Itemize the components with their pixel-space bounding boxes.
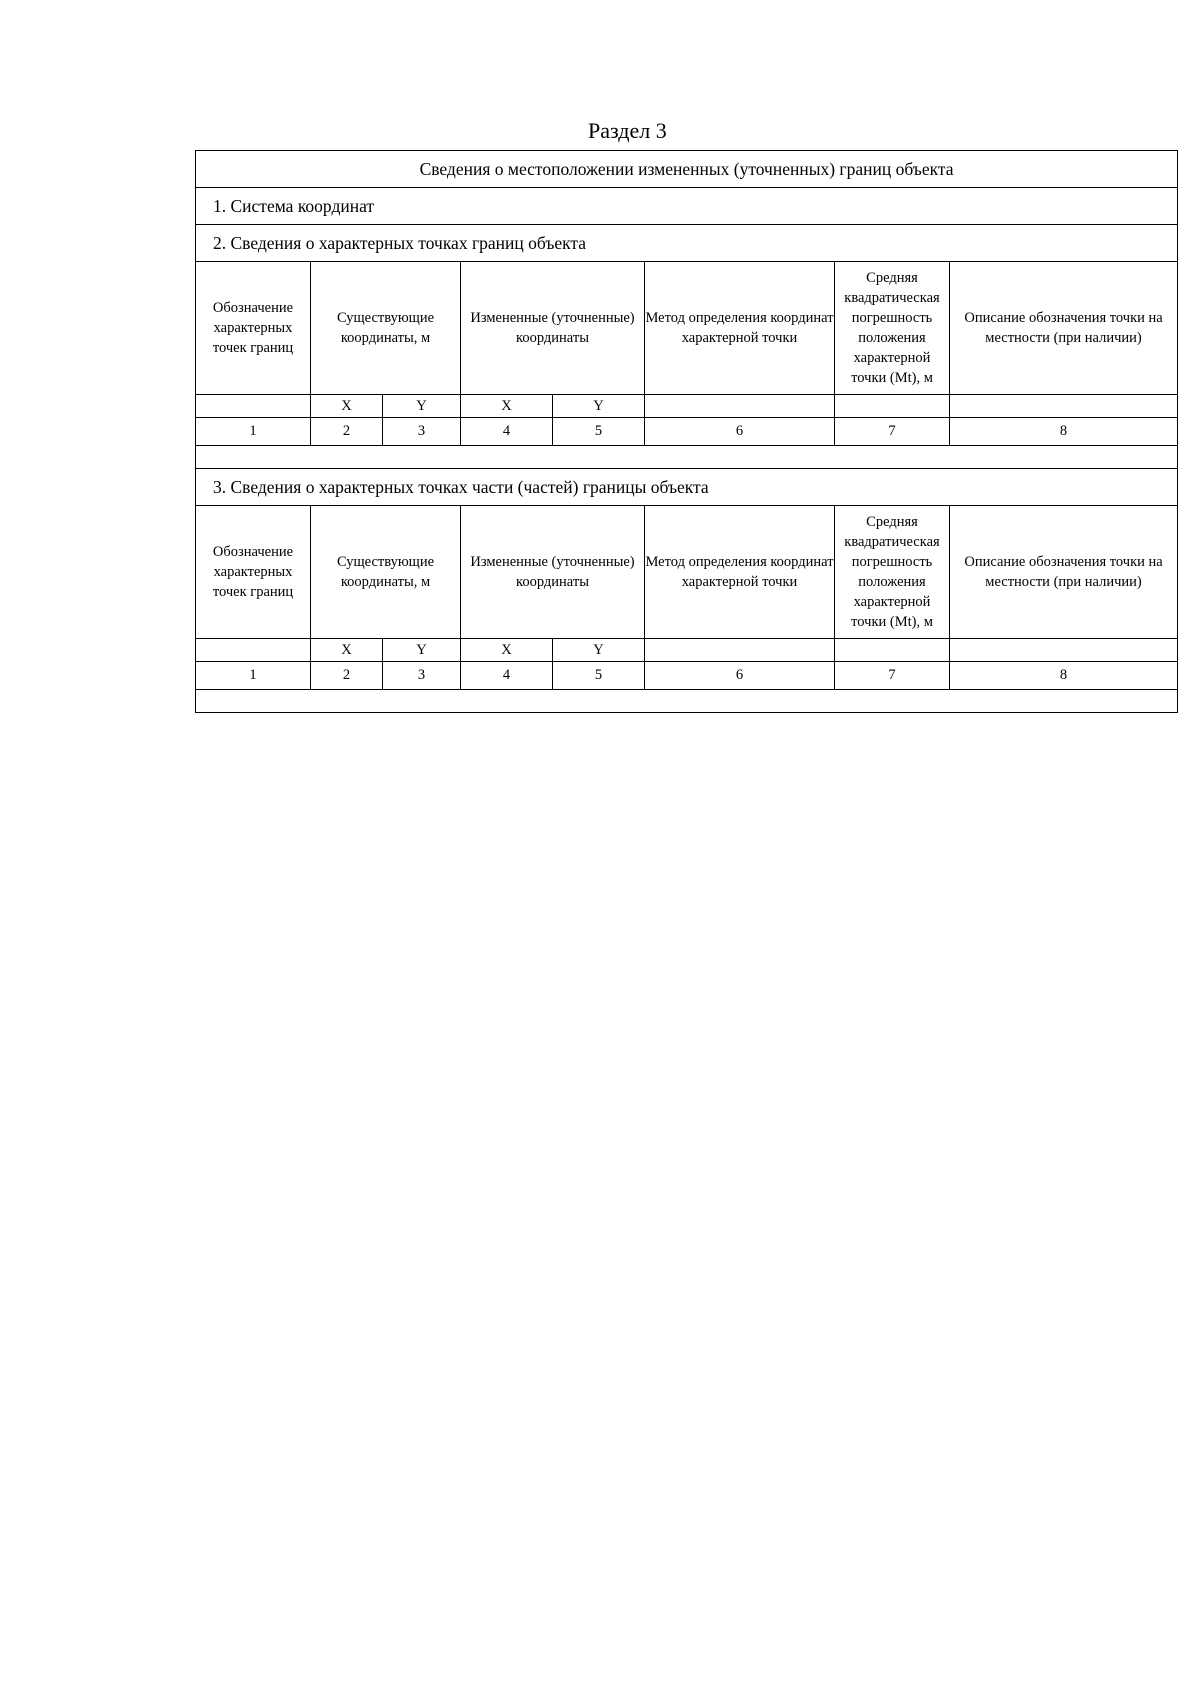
header-existing-coords: Существующие координаты, м <box>311 262 461 395</box>
axis-label: Y <box>383 639 461 662</box>
column-number: 7 <box>835 418 950 446</box>
header-mean-error: Средняя квадратическая погрешность положения характерной точки (Mt), м <box>835 506 950 639</box>
header-changed-coords: Измененные (уточненные) координаты <box>461 262 645 395</box>
axis-label: X <box>461 639 553 662</box>
column-number: 6 <box>645 418 835 446</box>
axis-blank <box>950 395 1178 418</box>
axis-blank <box>835 639 950 662</box>
column-number: 3 <box>383 418 461 446</box>
axis-blank <box>196 395 311 418</box>
part2-title: 2. Сведения о характерных точках границ объекта <box>196 225 1178 262</box>
header-method: Метод определения координат характерной точки <box>645 506 835 639</box>
header-designation: Обозначение характерных точек границ <box>196 262 311 395</box>
axis-label: X <box>461 395 553 418</box>
boundary-table <box>195 150 1178 713</box>
column-number: 2 <box>311 662 383 690</box>
header-description: Описание обозначения точки на местности (при наличии) <box>950 262 1178 395</box>
column-number: 2 <box>311 418 383 446</box>
axis-blank <box>645 395 835 418</box>
boundary-form <box>195 150 1177 713</box>
column-number: 8 <box>950 662 1178 690</box>
empty-data-row <box>196 446 1178 469</box>
coordinate-system-label: 1. Система координат <box>196 188 1178 225</box>
axis-label: X <box>311 395 383 418</box>
column-number: 1 <box>196 662 311 690</box>
column-number: 5 <box>553 418 645 446</box>
axis-label: Y <box>553 639 645 662</box>
header-method: Метод определения координат характерной точки <box>645 262 835 395</box>
axis-label: Y <box>553 395 645 418</box>
axis-blank <box>645 639 835 662</box>
column-number: 7 <box>835 662 950 690</box>
column-number: 3 <box>383 662 461 690</box>
main-title: Сведения о местоположении измененных (уточненных) границ объекта <box>196 151 1178 188</box>
header-description: Описание обозначения точки на местности (при наличии) <box>950 506 1178 639</box>
section-label: Раздел 3 <box>588 118 667 143</box>
header-existing-coords: Существующие координаты, м <box>311 506 461 639</box>
column-number: 4 <box>461 418 553 446</box>
axis-label: X <box>311 639 383 662</box>
axis-blank <box>950 639 1178 662</box>
axis-blank <box>835 395 950 418</box>
header-mean-error: Средняя квадратическая погрешность положения характерной точки (Mt), м <box>835 262 950 395</box>
column-number: 4 <box>461 662 553 690</box>
axis-blank <box>196 639 311 662</box>
column-number: 1 <box>196 418 311 446</box>
column-number: 5 <box>553 662 645 690</box>
part3-title: 3. Сведения о характерных точках части (частей) границы объекта <box>196 469 1178 506</box>
header-designation: Обозначение характерных точек границ <box>196 506 311 639</box>
axis-label: Y <box>383 395 461 418</box>
header-changed-coords: Измененные (уточненные) координаты <box>461 506 645 639</box>
column-number: 8 <box>950 418 1178 446</box>
column-number: 6 <box>645 662 835 690</box>
empty-data-row <box>196 690 1178 713</box>
